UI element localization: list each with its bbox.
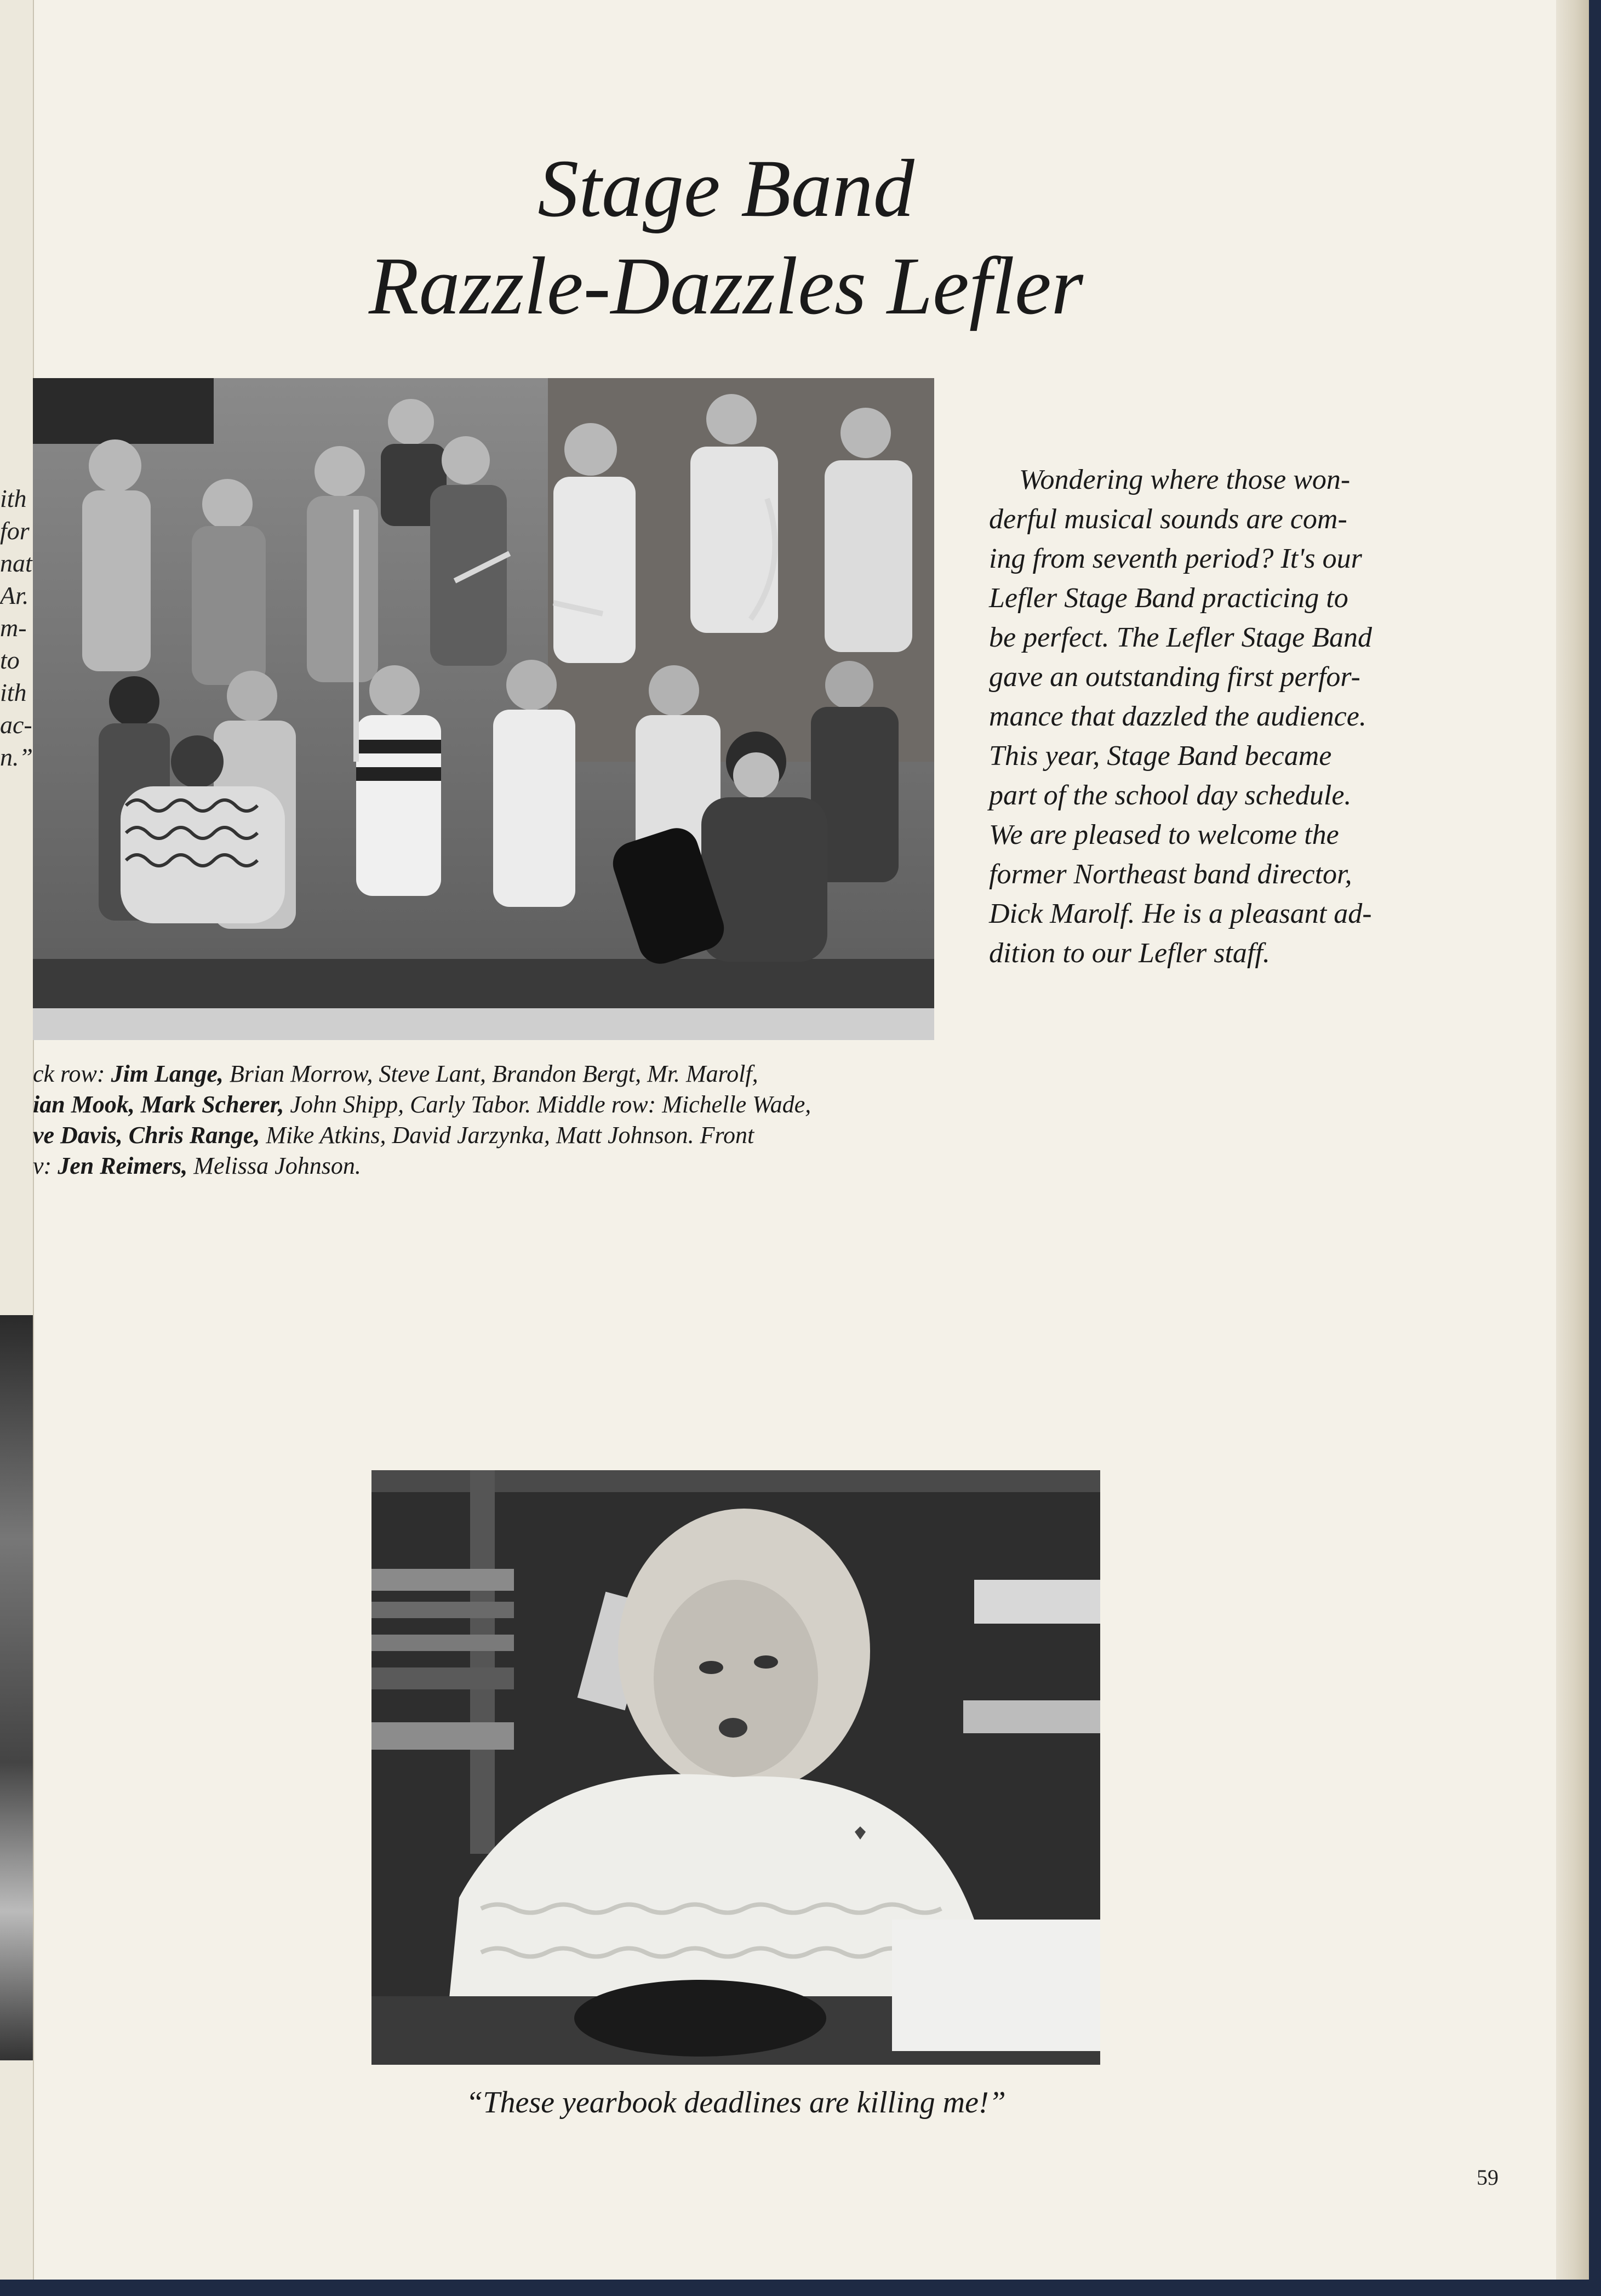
- story-text: [989, 460, 1460, 973]
- previous-page-photo: [0, 1315, 33, 2060]
- caption-line-2: ian Mook, Mark Scherer, John Shipp, Carly Tabor. Middle row: Michelle Wade,: [33, 1091, 811, 1118]
- student-photo-caption: “These yearbook deadlines are killing me!”: [466, 2086, 1006, 2120]
- caption-line-4: v: Jen Reimers, Melissa Johnson.: [33, 1152, 361, 1179]
- title-line-2: Razzle-Dazzles Lefler: [368, 241, 1084, 332]
- caption-line-1: ck row: Jim Lange, Brian Morrow, Steve Lant, Brandon Bergt, Mr. Marolf,: [33, 1060, 758, 1087]
- yearbook-student-photo: [371, 1470, 1100, 2065]
- page-number: 59: [1477, 2165, 1499, 2190]
- story-line: Wondering where those won-: [1019, 464, 1351, 495]
- story-line: mance that dazzled the audience.: [989, 701, 1366, 732]
- previous-page-edge: [0, 0, 34, 2280]
- group-photo-illustration: [33, 378, 934, 1040]
- story-line: derful musical sounds are com-: [989, 504, 1347, 535]
- story-line: gave an outstanding first perfor-: [989, 661, 1360, 693]
- story-line: This year, Stage Band became: [989, 740, 1332, 772]
- student-photo-illustration: [371, 1470, 1100, 2065]
- title-line-1: Stage Band: [538, 143, 914, 234]
- page-binding-edge: [1556, 0, 1589, 2280]
- story-line: Dick Marolf. He is a pleasant ad-: [989, 898, 1372, 929]
- story-line: part of the school day schedule.: [989, 780, 1352, 811]
- story-line: We are pleased to welcome the: [989, 819, 1339, 850]
- story-line: ing from seventh period? It's our: [989, 543, 1362, 574]
- story-line: former Northeast band director,: [989, 859, 1352, 890]
- group-photo-caption: [33, 1059, 934, 1181]
- previous-page-text: ith for nat Ar. m- to ith ac- n.”: [0, 484, 33, 771]
- story-line: dition to our Lefler staff.: [989, 938, 1270, 969]
- page-title: [274, 140, 1178, 335]
- story-line: be perfect. The Lefler Stage Band: [989, 622, 1372, 653]
- story-line: Lefler Stage Band practicing to: [989, 582, 1348, 614]
- caption-line-3: ve Davis, Chris Range, Mike Atkins, David Jarzynka, Matt Johnson. Front: [33, 1122, 754, 1149]
- stage-band-group-photo: [33, 378, 934, 1040]
